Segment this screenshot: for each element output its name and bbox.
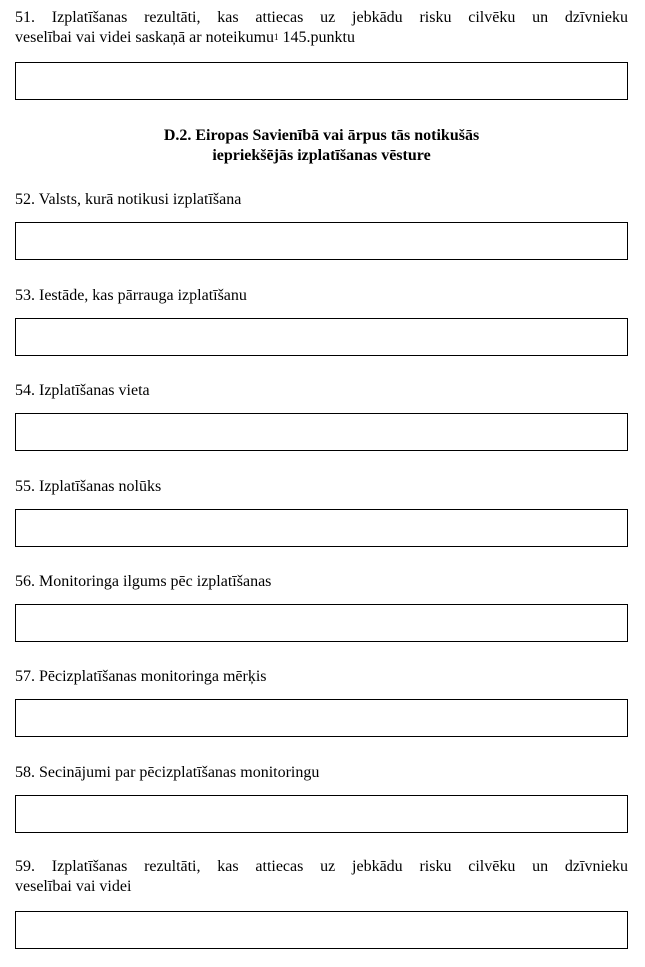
question-59-label [15, 857, 628, 897]
section-heading-line2: iepriekšējās izplatīšanas vēsture [212, 147, 431, 164]
section-heading-line1: D.2. Eiropas Savienībā vai ārpus tās notikušās [163, 127, 480, 144]
question-55-answer-field[interactable] [15, 509, 628, 547]
question-59-line1: 59. Izplatīšanas rezultāti, kas attiecas uz jebkādu risku cilvēku un dzīvnieku [15, 858, 628, 875]
question-55-label: 55. Izplatīšanas nolūks [15, 478, 162, 495]
question-57-label: 57. Pēcizplatīšanas monitoringa mērķis [15, 668, 267, 685]
question-54-label: 54. Izplatīšanas vieta [15, 382, 150, 399]
question-51-line2 [15, 29, 355, 46]
question-59-line2: veselībai vai videi [15, 878, 132, 895]
question-51-line2-start: veselībai vai videi saskaņā ar noteikumu [15, 29, 275, 46]
question-57-answer-field[interactable] [15, 699, 628, 737]
question-53-answer-field[interactable] [15, 318, 628, 356]
question-51-line2-end: 145.punktu [278, 29, 355, 46]
question-52-label: 52. Valsts, kurā notikusi izplatīšana [15, 191, 242, 208]
section-heading [15, 126, 628, 166]
question-51-line1: 51. Izplatīšanas rezultāti, kas attiecas uz jebkādu risku cilvēku un dzīvnieku [15, 9, 628, 26]
question-52-answer-field[interactable] [15, 222, 628, 260]
question-56-answer-field[interactable] [15, 604, 628, 642]
question-56-label: 56. Monitoringa ilgums pēc izplatīšanas [15, 573, 272, 590]
question-54-answer-field[interactable] [15, 413, 628, 451]
footnote-marker: 1 [274, 32, 279, 42]
question-58-answer-field[interactable] [15, 795, 628, 833]
question-51-answer-field[interactable] [15, 62, 628, 100]
question-51-label [15, 8, 628, 48]
question-53-label: 53. Iestāde, kas pārrauga izplatīšanu [15, 287, 247, 304]
question-58-label: 58. Secinājumi par pēcizplatīšanas monitoringu [15, 764, 320, 781]
question-59-answer-field[interactable] [15, 911, 628, 949]
